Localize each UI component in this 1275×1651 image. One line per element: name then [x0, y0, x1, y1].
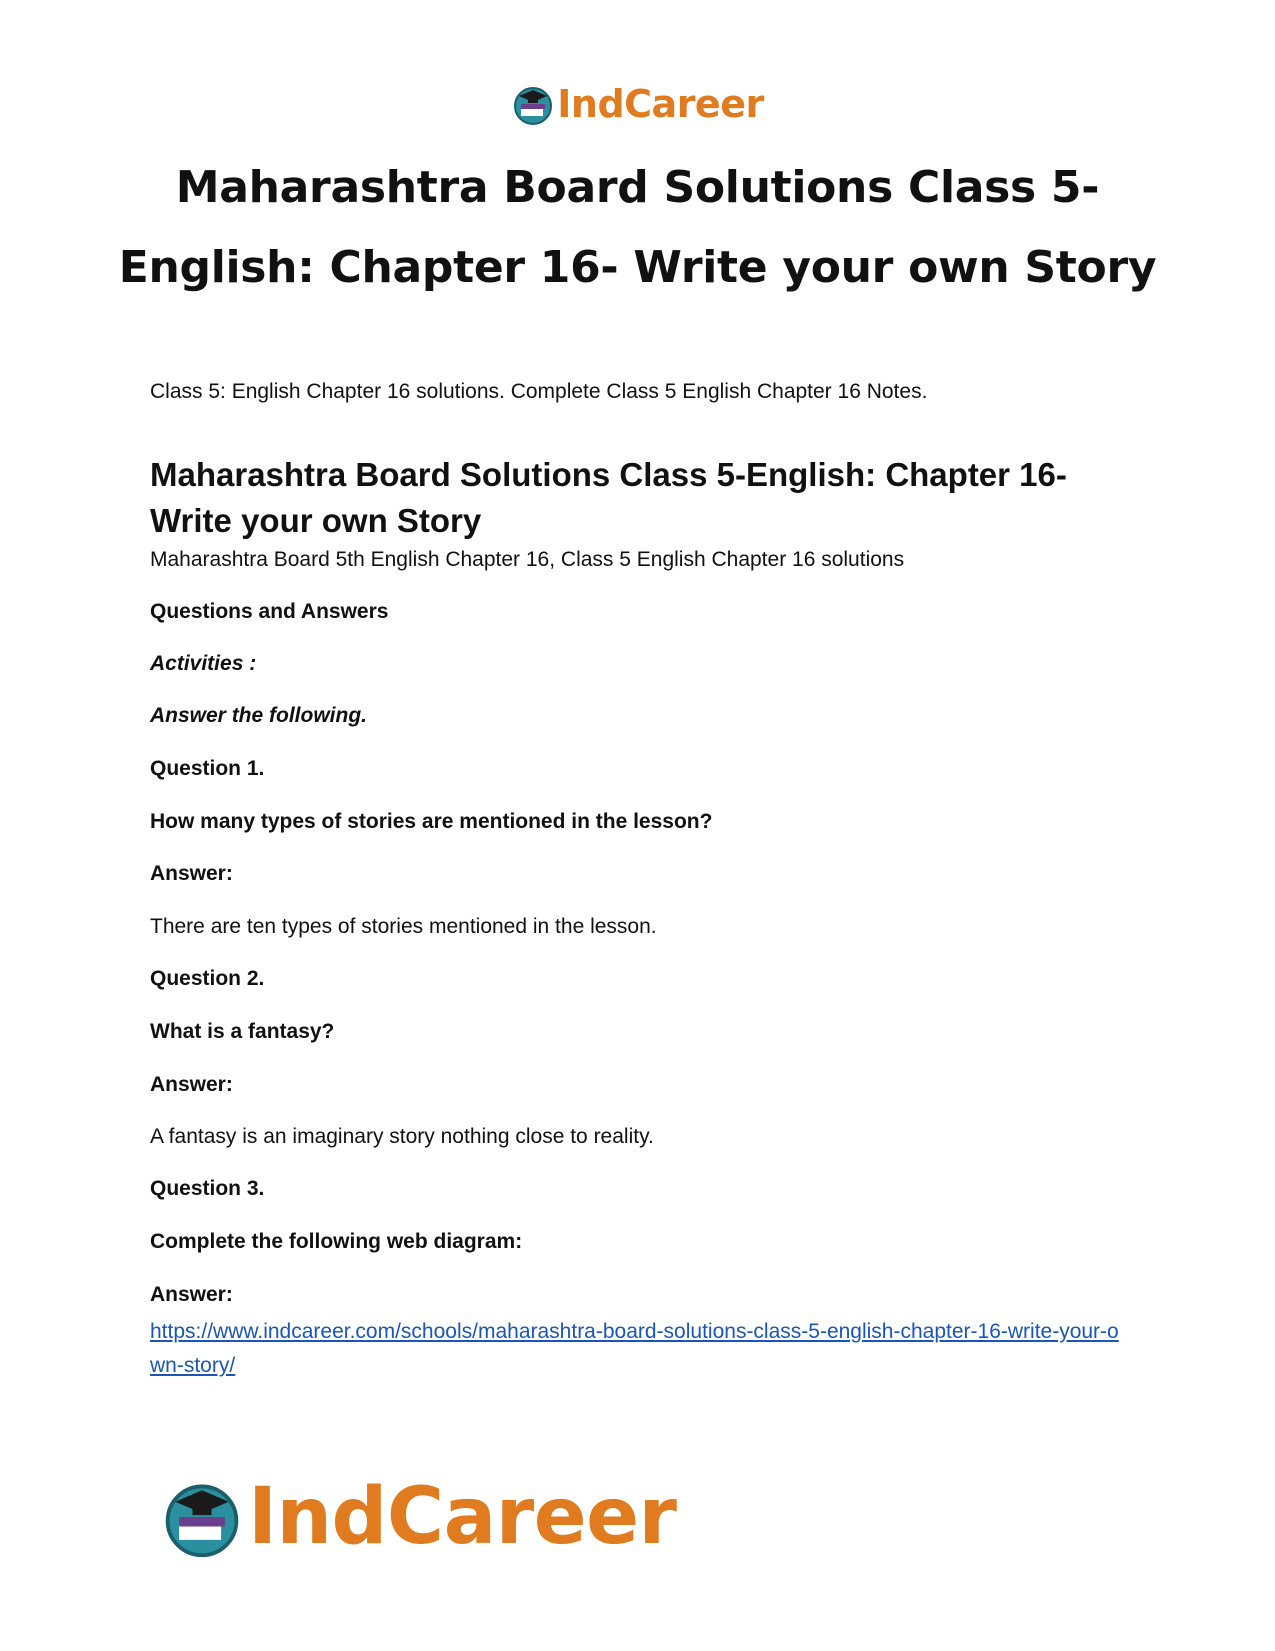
source-link[interactable]: https://www.indcareer.com/schools/maharashtra-board-solutions-class-5-english-chapter-16-write-your-own-story/ — [150, 1320, 1119, 1377]
brand-wordmark: IndCareer — [557, 82, 764, 126]
page-title: Maharashtra Board Solutions Class 5-English: Chapter 16- Write your own Story — [118, 162, 1157, 293]
question-label: Question 3. — [150, 1177, 265, 1200]
brand-wordmark: IndCareer — [248, 1472, 677, 1562]
question-label: Question 1. — [150, 757, 265, 780]
question-text: How many types of stories are mentioned in the lesson? — [150, 810, 713, 833]
answer-text: A fantasy is an imaginary story nothing close to reality. — [150, 1125, 654, 1148]
qa-heading: Questions and Answers — [150, 600, 389, 623]
header-logo — [0, 78, 1275, 130]
graduation-globe-icon — [160, 1475, 244, 1559]
answer-label: Answer: — [150, 862, 233, 885]
answer-label: Answer: — [150, 1283, 233, 1306]
indcareer-logo — [511, 82, 763, 126]
subtitle-text: Maharashtra Board 5th English Chapter 16, Class 5 English Chapter 16 solutions — [150, 548, 905, 571]
footer-logo — [160, 1472, 677, 1562]
answer-text: There are ten types of stories mentioned in the lesson. — [150, 915, 657, 938]
indcareer-logo — [160, 1472, 677, 1562]
answer-label: Answer: — [150, 1073, 233, 1096]
section-heading: Maharashtra Board Solutions Class 5-English: Chapter 16- Write your own Story — [150, 456, 1067, 539]
question-text: Complete the following web diagram: — [150, 1230, 523, 1253]
question-label: Question 2. — [150, 967, 265, 990]
instruction-label: Answer the following. — [150, 704, 368, 727]
graduation-globe-icon — [511, 82, 555, 126]
activities-label: Activities : — [150, 652, 257, 675]
question-text: What is a fantasy? — [150, 1020, 335, 1043]
intro-paragraph: Class 5: English Chapter 16 solutions. Complete Class 5 English Chapter 16 Notes. — [150, 380, 928, 403]
